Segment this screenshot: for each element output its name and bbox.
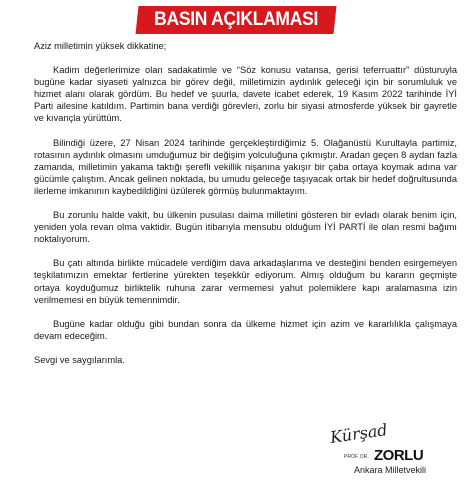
paragraph-3: Bu zorunlu halde vakit, bu ülkenin pusulası daima milletini gösteren bir evladı olarak benim için, yeniden yola revan olma vaktidir. Bugün itibarıyla mensubu olduğum İYİ PARTİ ile olan resmi bağımı noktalıyorum. [34,210,457,245]
closing: Sevgi ve saygılarımla. [34,354,125,365]
signature-prefix: PROF. DR. [344,454,369,460]
paragraph-4: Bu çatı altında birlikte mücadele verdiğim dava arkadaşlarıma ve desteğini benden esirgemeyen teşkilatımızın emektar fertlerine yürekten teşekkür ediyorum. Almış olduğum bu kararın geçmişte ortaya koyduğumuz birliktelik ruhuna zarar vermemesi yahut polemiklere kapı aralamasına izin verilmemesi en büyük temennimdir. [34,258,457,305]
paragraph-5: Bugüne kadar olduğu gibi bundan sonra da ülkeme hizmet için azim ve kararlılıkla çalışmaya devam edeceğim. [34,318,457,341]
press-release-banner [136,6,337,34]
salutation: Aziz milletimin yüksek dikkatine; [34,41,167,51]
handwritten-signature: Kürşad [328,420,389,447]
signature-surname: ZORLU [374,447,424,464]
paragraph-1: Kadim değerlerimize olan sadakatimle ve “Söz konusu vatansa, gerisi teferruattır” düsturuyla bugüne kadar siyaseti yalnızca bir görev değil, milletimizin aydınlık geleceği için bir sorumluluk ve hizmet alanı olarak gördüm. Bu hedef ve şuurla, davete icabet ederek, 19 Kasım 2022 tarihinde İYİ Parti ailesine katıldım. Partimin bana verdiği görevleri, zorlu bir siyasi atmosferde yüksek bir gayretle ve kıvançla yürüttüm. [34,65,457,124]
paragraph-2: Bilindiği üzere, 27 Nisan 2024 tarihinde gerçekleştirdiğimiz 5. Olağanüstü Kurultayla partimiz, rotasının aydınlık olmasını umduğumuz bir değişim yolculuğuna çıkmıştır. Aradan geçen 8 aydan fazla zamanda, milletimin yakama taktığı şerefli vekillik nişanına yakışır bir çaba ortaya koymak adına var gücümle çalıştım. Ancak gelinen noktada, bu umudu geleceğe taşıyacak ortak bir hedef doğrultusunda ilerleme imkanının kaybedildiğini üzülerek görmüş bulunmaktayım. [34,137,457,196]
press-release-header [0,6,473,34]
signatory-title: Ankara Milletvekili [353,465,427,475]
signature-block [320,420,460,478]
statement-body [34,40,457,378]
banner-title: BASIN AÇIKLAMASI [154,9,319,30]
